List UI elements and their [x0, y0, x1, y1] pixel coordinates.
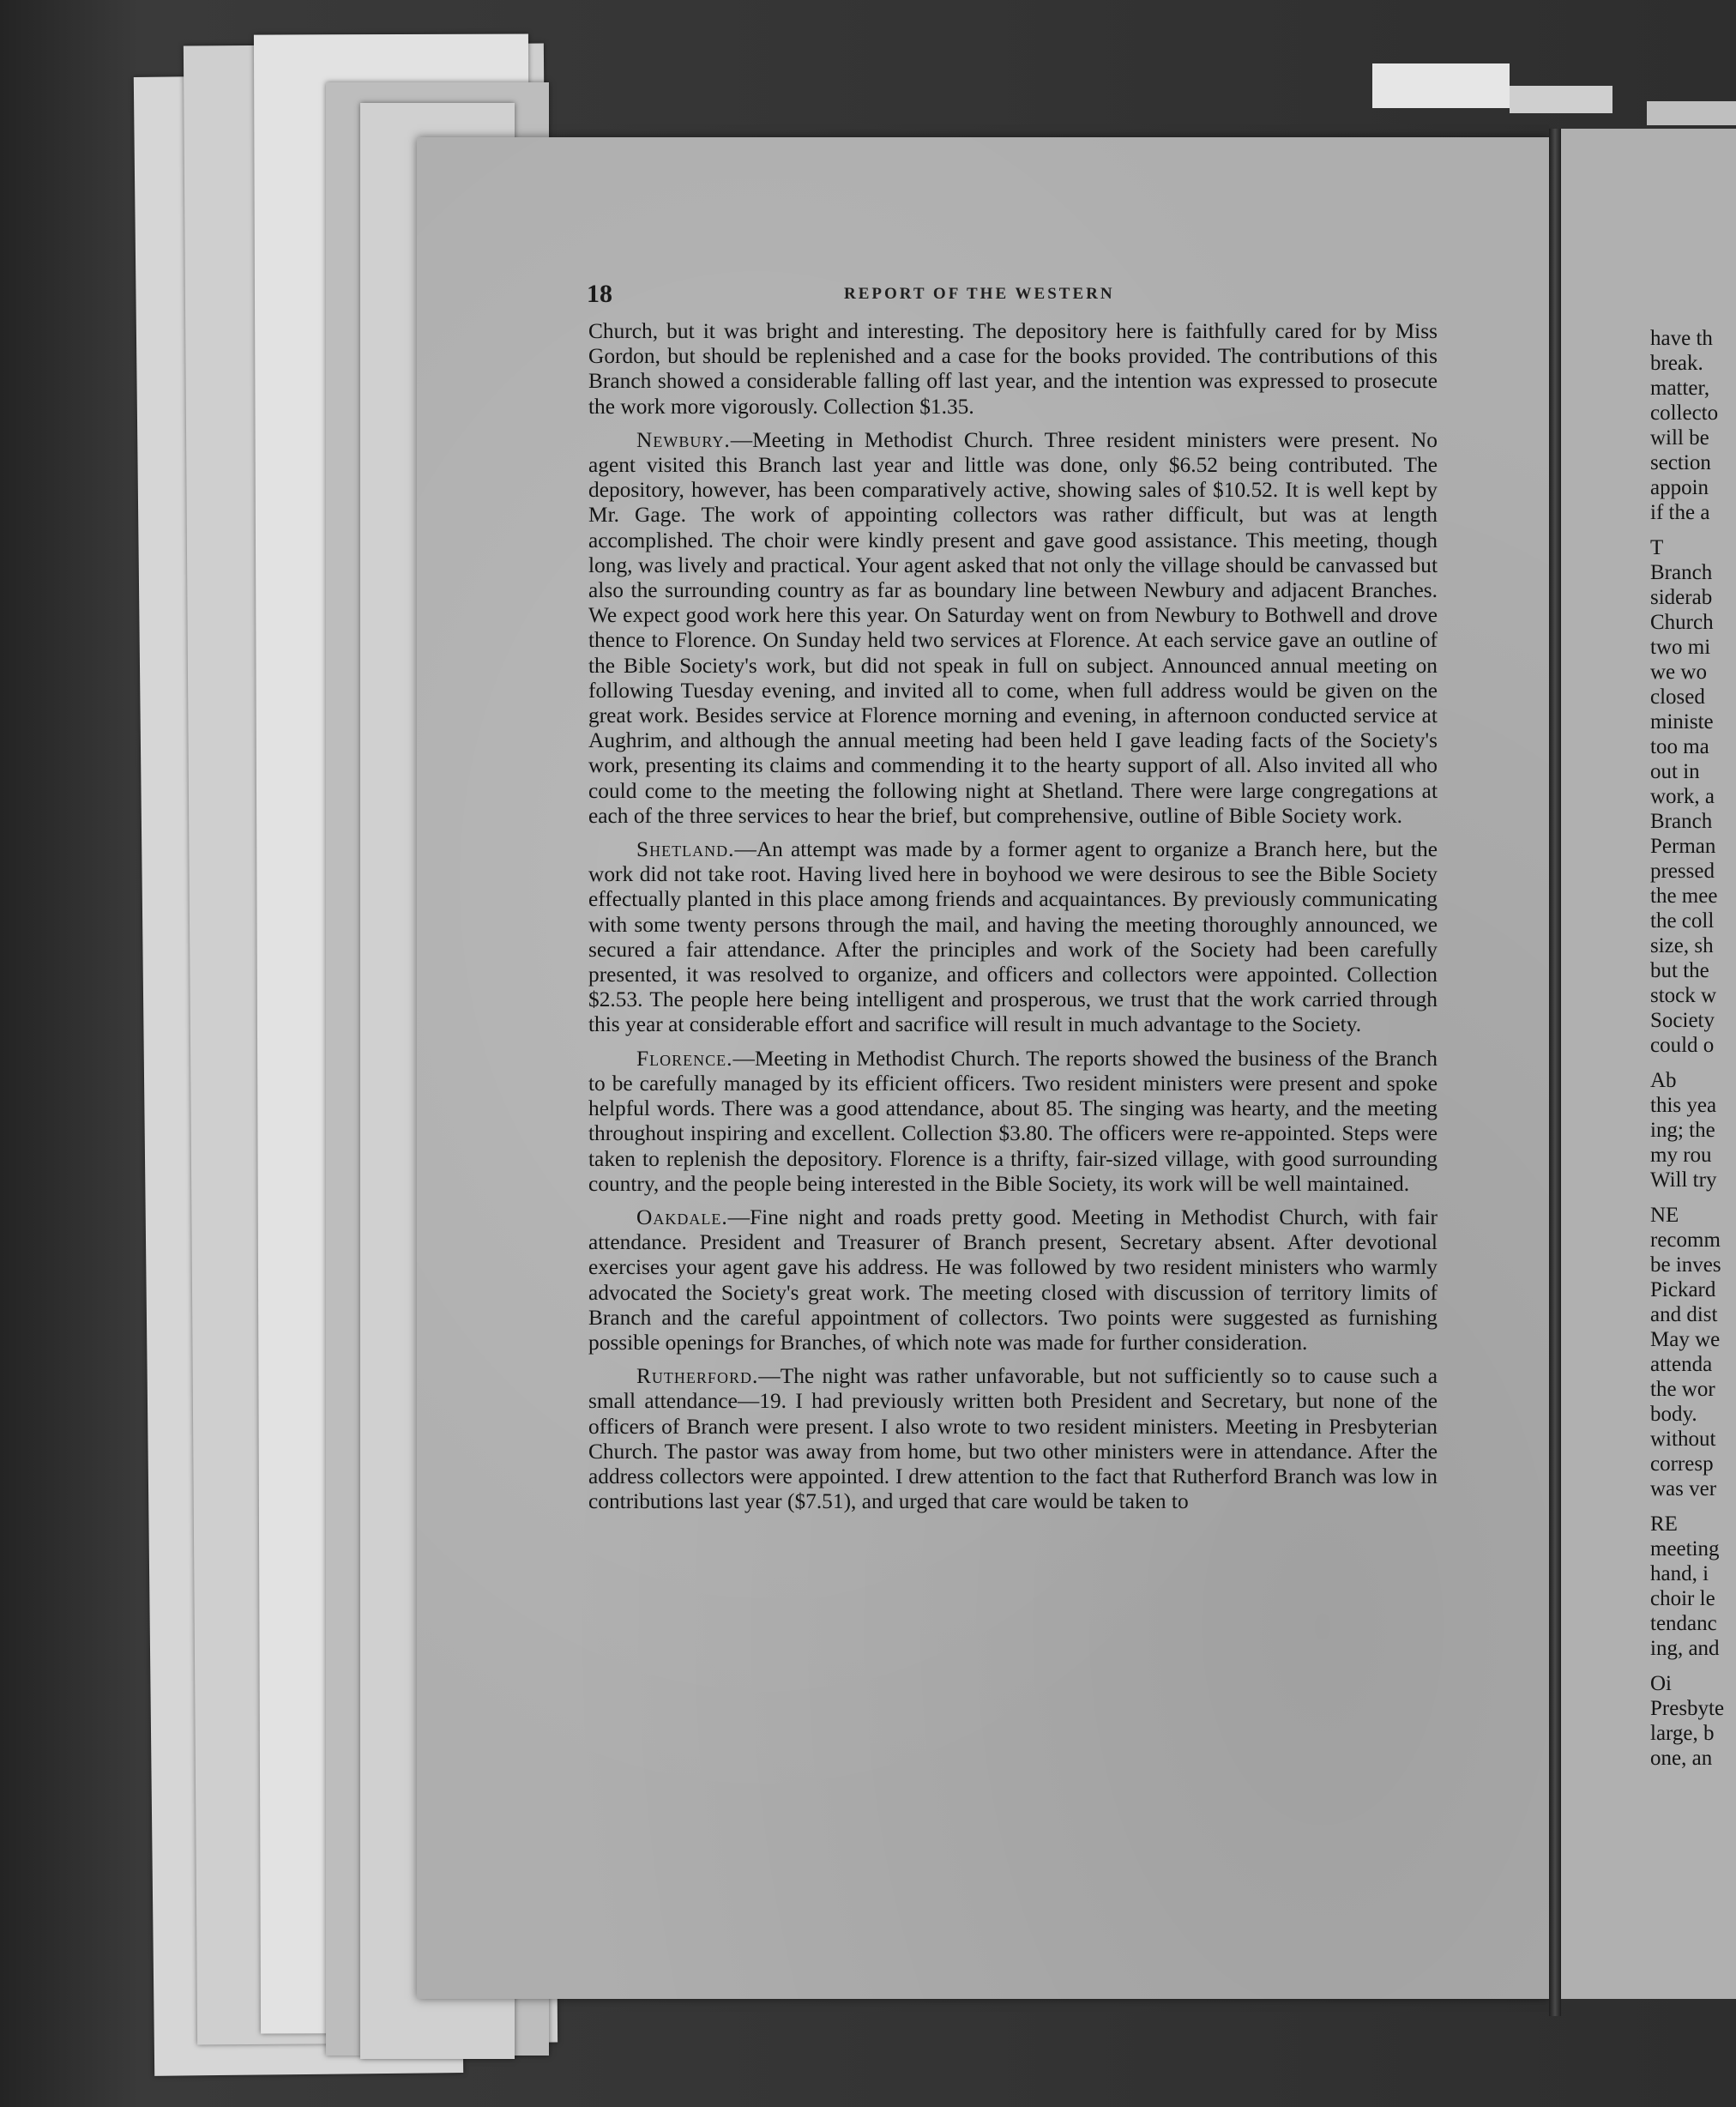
- page-number: 18: [587, 280, 612, 308]
- section-heading: Florence.: [636, 1046, 733, 1071]
- facing-page-line: work, a: [1650, 785, 1715, 808]
- paragraph: [588, 1047, 1438, 1197]
- section-heading: Oakdale.: [636, 1204, 728, 1229]
- facing-page-line: meeting: [1650, 1537, 1720, 1561]
- facing-page-line: Will try: [1650, 1168, 1717, 1192]
- facing-page-line: Oi: [1650, 1672, 1672, 1695]
- facing-page-line: attenda: [1650, 1353, 1713, 1376]
- facing-page-line: RE: [1650, 1512, 1678, 1536]
- section-heading: Rutherford.: [636, 1364, 759, 1389]
- facing-page-line: corresp: [1650, 1452, 1714, 1476]
- facing-page-line: out in: [1650, 760, 1700, 783]
- paragraph-text: —The night was rather unfavorable, but not sufficiently so to cause such a small attendance—19. I had previously written both President and Secretary, but none of the officers of Branch were present. I also wrote to two resident ministers. Meeting in Presbyterian Church. The pastor was away from home, but two other ministers were in attendance. After the address collectors were appointed. I drew attention to the fact that Rutherford Branch was low in contributions last year ($7.51), and urged that care would be taken to: [588, 1364, 1438, 1514]
- facing-page-line: the mee: [1650, 884, 1718, 908]
- section-heading: Newbury.: [636, 427, 731, 452]
- facing-page-line: Branch: [1650, 810, 1713, 833]
- facing-page-line: choir le: [1650, 1587, 1715, 1610]
- facing-page-line: the wor: [1650, 1378, 1715, 1401]
- paper-scrap: [1372, 63, 1510, 108]
- facing-page-line: Pickard: [1650, 1278, 1716, 1301]
- facing-page-text: [1650, 326, 1736, 1771]
- paragraph: [588, 428, 1438, 829]
- facing-page-line: size, sh: [1650, 934, 1714, 957]
- facing-page-line: the coll: [1650, 909, 1715, 933]
- facing-page-line: have th: [1650, 327, 1713, 350]
- facing-page-line: appoin: [1650, 476, 1709, 499]
- facing-page-line: matter,: [1650, 377, 1710, 400]
- page-header: [587, 280, 1444, 308]
- facing-page-line: closed: [1650, 685, 1705, 709]
- facing-page-line: if the a: [1650, 501, 1710, 524]
- facing-page-line: ing, and: [1650, 1637, 1720, 1660]
- facing-page-line: recomm: [1650, 1229, 1721, 1252]
- body-text: [588, 319, 1438, 1523]
- paragraph-text: —Meeting in Methodist Church. The reports showed the business of the Branch to be carefully managed by its efficient officers. Two resident ministers were present and spoke helpful words. There was a good attendance, about 85. The singing was hearty, and the meeting throughout inspiring and excellent. Collection $3.80. The officers were re-appointed. Steps were taken to replenish the depository. Florence is a thrifty, fair-sized village, with good surrounding country, and the people being interested in the Bible Society, its work will be well maintained.: [588, 1046, 1438, 1196]
- facing-page-line: this yea: [1650, 1094, 1717, 1117]
- facing-page-line: and dist: [1650, 1303, 1718, 1326]
- facing-page-line: will be: [1650, 426, 1709, 450]
- facing-page-line: my rou: [1650, 1144, 1712, 1167]
- facing-page-line: stock w: [1650, 984, 1717, 1007]
- facing-page-line: Ab: [1650, 1069, 1677, 1092]
- facing-page-line: too ma: [1650, 735, 1709, 758]
- paper-scrap: [1647, 101, 1736, 125]
- facing-page-line: Church: [1650, 611, 1714, 634]
- paragraph: [588, 1364, 1438, 1514]
- paragraph: [588, 319, 1438, 420]
- facing-page-line: could o: [1650, 1034, 1715, 1057]
- facing-page-line: Society: [1650, 1009, 1715, 1032]
- facing-page-line: hand, i: [1650, 1562, 1709, 1585]
- facing-page-line: was ver: [1650, 1477, 1717, 1500]
- facing-page-line: be inves: [1650, 1253, 1721, 1277]
- facing-page-line: May we: [1650, 1328, 1721, 1351]
- paragraph-text: Church, but it was bright and interesting. The depository here is faithfully cared for by Miss Gordon, but should be replenished and a case for the books provided. The contributions of this Branch showed a considerable falling off last year, and the intention was expressed to prosecute the work more vigorously. Collection $1.35.: [588, 319, 1438, 419]
- section-heading: Shetland.: [636, 837, 735, 862]
- facing-page-line: siderab: [1650, 586, 1713, 609]
- facing-page-line: [1650, 1058, 1736, 1068]
- facing-page-line: without: [1650, 1428, 1716, 1451]
- book-gutter: [1549, 129, 1561, 2016]
- facing-page-line: T: [1650, 536, 1664, 559]
- paragraph-text: —An attempt was made by a former agent to organize a Branch here, but the work did not take root. Having lived here in boyhood we were desirous to see the Bible Society effectually planted in this place among friends and acquaintances. By previously communicating with some twenty persons through the mail, and having the meeting thoroughly announced, we secured a fair attendance. After the principles and work of the Society had been carefully presented, it was resolved to organize, and officers and collectors were appointed. Collection $2.53. The people here being intelligent and prosperous, we trust that the work carried through this year at considerable effort and sacrifice will result in much advantage to the Society.: [588, 837, 1438, 1037]
- paper-scrap: [1510, 86, 1612, 113]
- facing-page-line: section: [1650, 451, 1711, 474]
- facing-page-line: Presbyte: [1650, 1697, 1725, 1720]
- facing-page-line: Branch: [1650, 561, 1713, 584]
- paragraph: [588, 837, 1438, 1038]
- running-head: REPORT OF THE WESTERN: [844, 285, 1115, 303]
- facing-page-line: ing; the: [1650, 1119, 1715, 1142]
- facing-page-line: break.: [1650, 352, 1703, 375]
- paragraph-text: —Fine night and roads pretty good. Meeting in Methodist Church, with fair attendance. President and Treasurer of Branch present, Secretary absent. After devotional exercises your agent gave his address. He was followed by two resident ministers who warmly advocated the Society's great work. The meeting closed with discussion of territory limits of Branch and the careful appointment of collectors. Two points were suggested as furnishing possible openings for Branches, of which note was made for further consideration.: [588, 1204, 1438, 1355]
- facing-page-line: we wo: [1650, 661, 1707, 684]
- facing-page-line: NE: [1650, 1204, 1679, 1227]
- facing-page-line: [1650, 1501, 1736, 1512]
- facing-page-line: one, an: [1650, 1747, 1713, 1770]
- facing-page-line: large, b: [1650, 1722, 1715, 1745]
- facing-page-line: two mi: [1650, 636, 1711, 659]
- facing-page-line: [1650, 1192, 1736, 1203]
- paragraph-text: —Meeting in Methodist Church. Three resident ministers were present. No agent visited this Branch last year and little was done, only $6.52 being contributed. The depository, however, has been comparatively active, showing sales of $10.52. It is well kept by Mr. Gage. The work of appointing collectors was rather difficult, but was at length accomplished. The choir were kindly present and gave good assistance. This meeting, though long, was lively and practical. Your agent asked that not only the village should be canvassed but also the surrounding country as far as boundary line between Newbury and adjacent Branches. We expect good work here this year. On Saturday went on from Newbury to Bothwell and drove thence to Florence. On Sunday held two services at Florence. At each service gave an outline of the Bible Society's work, but did not speak in full on subject. Announced annual meeting on following Tuesday evening, and invited all to come, when full address would be given on the great work. Besides service at Florence morning and evening, in afternoon conducted service at Aughrim, and although the annual meeting had been held I gave leading facts of the Society's work, presenting its claims and commending it to the hearty support of all. Also invited all who could come to the meeting the following night at Shetland. There were large congregations at each of the three services to hear the brief, but comprehensive, outline of Bible Society work.: [588, 427, 1438, 828]
- facing-page-line: [1650, 1661, 1736, 1671]
- facing-page-line: [1650, 525, 1736, 535]
- facing-page-line: body.: [1650, 1403, 1697, 1426]
- facing-page-line: tendanc: [1650, 1612, 1717, 1635]
- facing-page-line: Perman: [1650, 835, 1716, 858]
- facing-page-line: ministe: [1650, 710, 1714, 734]
- paragraph: [588, 1205, 1438, 1355]
- facing-page-line: collecto: [1650, 401, 1719, 425]
- facing-page-line: but the: [1650, 959, 1709, 982]
- facing-page-line: pressed: [1650, 860, 1715, 883]
